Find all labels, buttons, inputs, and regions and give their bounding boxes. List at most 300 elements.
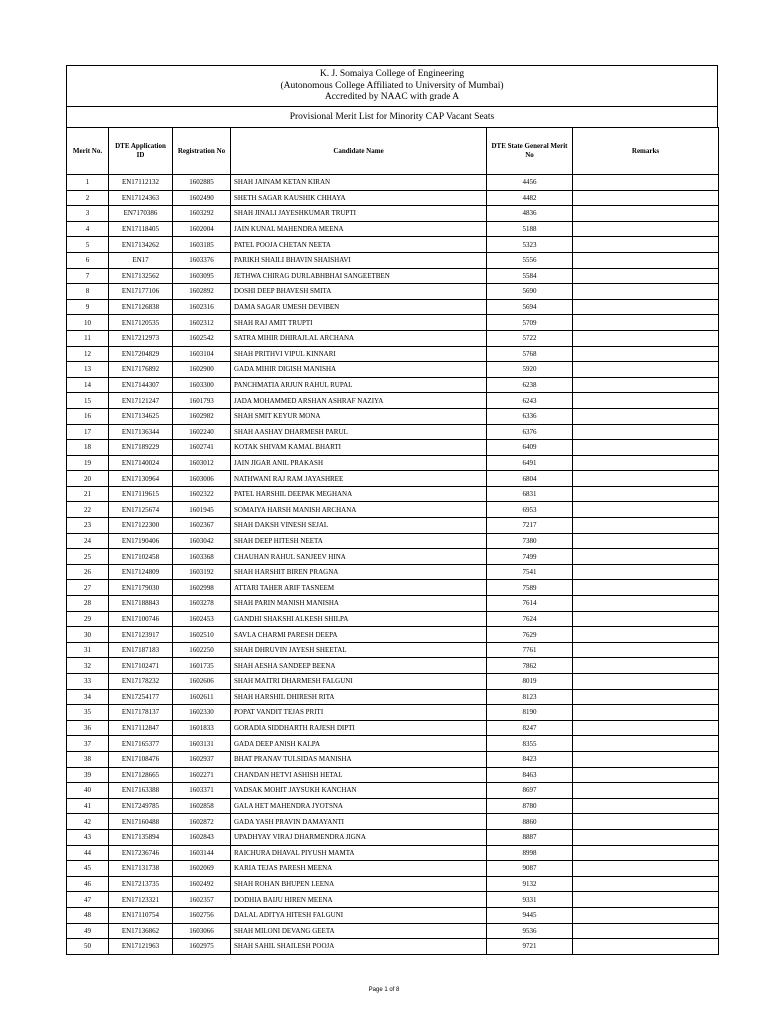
registration-no-cell: 1602250	[173, 642, 231, 658]
remarks-cell	[573, 892, 719, 908]
table-row	[67, 549, 719, 565]
registration-no-cell: 1602900	[173, 362, 231, 378]
candidate-name-cell: SHAH PARIN MANISH MANISHA	[231, 596, 487, 612]
application-id-cell: EN17123321	[109, 892, 173, 908]
remarks-cell	[573, 736, 719, 752]
state-merit-no-cell: 8355	[487, 736, 573, 752]
state-merit-no-cell: 7614	[487, 596, 573, 612]
merit-no-cell: 27	[67, 580, 109, 596]
column-header-registration-no: Registration No	[173, 128, 231, 175]
remarks-cell	[573, 346, 719, 362]
table-row	[67, 720, 719, 736]
merit-no-cell: 15	[67, 393, 109, 409]
application-id-cell: EN17188843	[109, 596, 173, 612]
state-merit-no-cell: 7541	[487, 564, 573, 580]
merit-no-cell: 38	[67, 751, 109, 767]
registration-no-cell: 1603371	[173, 783, 231, 799]
table-row	[67, 502, 719, 518]
table-row	[67, 190, 719, 206]
registration-no-cell: 1602885	[173, 175, 231, 191]
registration-no-cell: 1603192	[173, 564, 231, 580]
application-id-cell: EN17121963	[109, 939, 173, 955]
remarks-cell	[573, 268, 719, 284]
candidate-name-cell: SHAH SMIT KEYUR MONA	[231, 408, 487, 424]
merit-no-cell: 7	[67, 268, 109, 284]
state-merit-no-cell: 6953	[487, 502, 573, 518]
merit-no-cell: 13	[67, 362, 109, 378]
merit-no-cell: 12	[67, 346, 109, 362]
application-id-cell: EN7170386	[109, 206, 173, 222]
table-row	[67, 424, 719, 440]
merit-no-cell: 31	[67, 642, 109, 658]
registration-no-cell: 1602606	[173, 674, 231, 690]
application-id-cell: EN17213735	[109, 876, 173, 892]
application-id-cell: EN17136344	[109, 424, 173, 440]
merit-no-cell: 22	[67, 502, 109, 518]
candidate-name-cell: ATTARI TAHER ARIF TASNEEM	[231, 580, 487, 596]
remarks-cell	[573, 907, 719, 923]
state-merit-no-cell: 7380	[487, 533, 573, 549]
table-row	[67, 330, 719, 346]
state-merit-no-cell: 4482	[487, 190, 573, 206]
application-id-cell: EN17102458	[109, 549, 173, 565]
merit-no-cell: 20	[67, 471, 109, 487]
merit-no-cell: 3	[67, 206, 109, 222]
merit-no-cell: 48	[67, 907, 109, 923]
state-merit-no-cell: 6336	[487, 408, 573, 424]
registration-no-cell: 1602510	[173, 627, 231, 643]
state-merit-no-cell: 5584	[487, 268, 573, 284]
state-merit-no-cell: 8887	[487, 829, 573, 845]
remarks-cell	[573, 455, 719, 471]
remarks-cell	[573, 486, 719, 502]
candidate-name-cell: CHANDAN HETVI ASHISH HETAL	[231, 767, 487, 783]
registration-no-cell: 1602357	[173, 892, 231, 908]
state-merit-no-cell: 6238	[487, 377, 573, 393]
candidate-name-cell: JADA MOHAMMED ARSHAN ASHRAF NAZIYA	[231, 393, 487, 409]
registration-no-cell: 1602756	[173, 907, 231, 923]
candidate-name-cell: KOTAK SHIVAM KAMAL BHARTI	[231, 440, 487, 456]
remarks-cell	[573, 564, 719, 580]
application-id-cell: EN17120535	[109, 315, 173, 331]
application-id-cell: EN17212973	[109, 330, 173, 346]
application-id-cell: EN17128665	[109, 767, 173, 783]
application-id-cell: EN17236746	[109, 845, 173, 861]
state-merit-no-cell: 7589	[487, 580, 573, 596]
table-row	[67, 829, 719, 845]
application-id-cell: EN17121247	[109, 393, 173, 409]
remarks-cell	[573, 611, 719, 627]
candidate-name-cell: SHAH DEEP HITESH NEETA	[231, 533, 487, 549]
remarks-cell	[573, 175, 719, 191]
table-row	[67, 299, 719, 315]
remarks-cell	[573, 705, 719, 721]
state-merit-no-cell: 8860	[487, 814, 573, 830]
table-row	[67, 814, 719, 830]
remarks-cell	[573, 518, 719, 534]
registration-no-cell: 1603012	[173, 455, 231, 471]
state-merit-no-cell: 9132	[487, 876, 573, 892]
state-merit-no-cell: 7761	[487, 642, 573, 658]
state-merit-no-cell: 7629	[487, 627, 573, 643]
state-merit-no-cell: 9445	[487, 907, 573, 923]
table-row	[67, 861, 719, 877]
candidate-name-cell: SHAH JINALI JAYESHKUMAR TRUPTI	[231, 206, 487, 222]
state-merit-no-cell: 7862	[487, 658, 573, 674]
table-body	[67, 175, 719, 955]
column-header-remarks: Remarks	[573, 128, 719, 175]
candidate-name-cell: SHAH AASHAY DHARMESH PARUL	[231, 424, 487, 440]
application-id-cell: EN17112847	[109, 720, 173, 736]
registration-no-cell: 1603185	[173, 237, 231, 253]
candidate-name-cell: JAIN KUNAL MAHENDRA MEENA	[231, 221, 487, 237]
application-id-cell: EN17179030	[109, 580, 173, 596]
registration-no-cell: 1602611	[173, 689, 231, 705]
merit-table	[66, 127, 719, 955]
table-row	[67, 393, 719, 409]
candidate-name-cell: SHAH AESHA SANDEEP BEENA	[231, 658, 487, 674]
registration-no-cell: 1602975	[173, 939, 231, 955]
remarks-cell	[573, 580, 719, 596]
registration-no-cell: 1603376	[173, 252, 231, 268]
state-merit-no-cell: 7624	[487, 611, 573, 627]
merit-no-cell: 17	[67, 424, 109, 440]
application-id-cell: EN17124363	[109, 190, 173, 206]
table-row	[67, 642, 719, 658]
candidate-name-cell: SHAH HARSHIL DHIRESH RITA	[231, 689, 487, 705]
candidate-name-cell: BHAT PRANAV TULSIDAS MANISHA	[231, 751, 487, 767]
table-row	[67, 845, 719, 861]
state-merit-no-cell: 9087	[487, 861, 573, 877]
merit-no-cell: 25	[67, 549, 109, 565]
state-merit-no-cell: 5722	[487, 330, 573, 346]
merit-no-cell: 19	[67, 455, 109, 471]
state-merit-no-cell: 8998	[487, 845, 573, 861]
registration-no-cell: 1602322	[173, 486, 231, 502]
state-merit-no-cell: 4836	[487, 206, 573, 222]
remarks-cell	[573, 440, 719, 456]
merit-no-cell: 45	[67, 861, 109, 877]
table-row	[67, 237, 719, 253]
merit-no-cell: 9	[67, 299, 109, 315]
application-id-cell: EN17177106	[109, 284, 173, 300]
application-id-cell: EN17119615	[109, 486, 173, 502]
table-row	[67, 518, 719, 534]
registration-no-cell: 1602316	[173, 299, 231, 315]
registration-no-cell: 1602542	[173, 330, 231, 346]
merit-no-cell: 44	[67, 845, 109, 861]
merit-no-cell: 29	[67, 611, 109, 627]
registration-no-cell: 1602367	[173, 518, 231, 534]
application-id-cell: EN17134262	[109, 237, 173, 253]
remarks-cell	[573, 689, 719, 705]
merit-no-cell: 40	[67, 783, 109, 799]
table-row	[67, 533, 719, 549]
registration-no-cell: 1603104	[173, 346, 231, 362]
registration-no-cell: 1602330	[173, 705, 231, 721]
state-merit-no-cell: 6491	[487, 455, 573, 471]
registration-no-cell: 1603144	[173, 845, 231, 861]
remarks-cell	[573, 674, 719, 690]
remarks-cell	[573, 627, 719, 643]
registration-no-cell: 1603042	[173, 533, 231, 549]
merit-no-cell: 21	[67, 486, 109, 502]
merit-no-cell: 14	[67, 377, 109, 393]
table-row	[67, 471, 719, 487]
remarks-cell	[573, 767, 719, 783]
table-row	[67, 939, 719, 955]
registration-no-cell: 1602741	[173, 440, 231, 456]
table-row	[67, 252, 719, 268]
application-id-cell: EN17	[109, 252, 173, 268]
merit-no-cell: 23	[67, 518, 109, 534]
candidate-name-cell: POPAT VANDIT TEJAS PRITI	[231, 705, 487, 721]
application-id-cell: EN17254177	[109, 689, 173, 705]
remarks-cell	[573, 237, 719, 253]
merit-no-cell: 47	[67, 892, 109, 908]
table-row	[67, 892, 719, 908]
candidate-name-cell: NATHWANI RAJ RAM JAYASHREE	[231, 471, 487, 487]
application-id-cell: EN17125674	[109, 502, 173, 518]
candidate-name-cell: PARIKH SHAILI BHAVIN SHAISHAVI	[231, 252, 487, 268]
table-row	[67, 876, 719, 892]
candidate-name-cell: SOMAIYA HARSH MANISH ARCHANA	[231, 502, 487, 518]
registration-no-cell: 1602892	[173, 284, 231, 300]
candidate-name-cell: SHAH MAITRI DHARMESH FALGUNI	[231, 674, 487, 690]
state-merit-no-cell: 8780	[487, 798, 573, 814]
candidate-name-cell: SAVLA CHARMI PARESH DEEPA	[231, 627, 487, 643]
table-row	[67, 627, 719, 643]
page-number: Page 1 of 8	[368, 987, 400, 993]
application-id-cell: EN17176892	[109, 362, 173, 378]
candidate-name-cell: RAICHURA DHAVAL PIYUSH MAMTA	[231, 845, 487, 861]
remarks-cell	[573, 315, 719, 331]
merit-no-cell: 6	[67, 252, 109, 268]
application-id-cell: EN17187183	[109, 642, 173, 658]
application-id-cell: EN17190406	[109, 533, 173, 549]
application-id-cell: EN17124809	[109, 564, 173, 580]
merit-no-cell: 4	[67, 221, 109, 237]
candidate-name-cell: UPADHYAY VIRAJ DHARMENDRA JIGNA	[231, 829, 487, 845]
registration-no-cell: 1602872	[173, 814, 231, 830]
remarks-cell	[573, 190, 719, 206]
table-row	[67, 689, 719, 705]
candidate-name-cell: SHETH SAGAR KAUSHIK CHHAYA	[231, 190, 487, 206]
candidate-name-cell: SHAH DAKSH VINESH SEJAL	[231, 518, 487, 534]
application-id-cell: EN17108476	[109, 751, 173, 767]
state-merit-no-cell: 8247	[487, 720, 573, 736]
college-accreditation: Accredited by NAAC with grade A	[324, 92, 460, 102]
application-id-cell: EN17144307	[109, 377, 173, 393]
application-id-cell: EN17140024	[109, 455, 173, 471]
column-header-dte-merit-no: DTE State General Merit No	[487, 128, 573, 175]
table-row	[67, 175, 719, 191]
candidate-name-cell: PATEL HARSHIL DEEPAK MEGHANA	[231, 486, 487, 502]
remarks-cell	[573, 502, 719, 518]
registration-no-cell: 1603095	[173, 268, 231, 284]
remarks-cell	[573, 284, 719, 300]
candidate-name-cell: SHAH PRITHVI VIPUL KINNARI	[231, 346, 487, 362]
remarks-cell	[573, 658, 719, 674]
registration-no-cell: 1603066	[173, 923, 231, 939]
table-row	[67, 486, 719, 502]
application-id-cell: EN17165377	[109, 736, 173, 752]
application-id-cell: EN17178232	[109, 674, 173, 690]
remarks-cell	[573, 549, 719, 565]
merit-no-cell: 1	[67, 175, 109, 191]
state-merit-no-cell: 5556	[487, 252, 573, 268]
registration-no-cell: 1602490	[173, 190, 231, 206]
remarks-cell	[573, 939, 719, 955]
registration-no-cell: 1602312	[173, 315, 231, 331]
state-merit-no-cell: 9721	[487, 939, 573, 955]
merit-no-cell: 18	[67, 440, 109, 456]
state-merit-no-cell: 5690	[487, 284, 573, 300]
candidate-name-cell: DODHIA BAIJU HIREN MEENA	[231, 892, 487, 908]
candidate-name-cell: DAMA SAGAR UMESH DEVIBEN	[231, 299, 487, 315]
registration-no-cell: 1602271	[173, 767, 231, 783]
application-id-cell: EN17131738	[109, 861, 173, 877]
remarks-cell	[573, 533, 719, 549]
remarks-cell	[573, 221, 719, 237]
application-id-cell: EN17112132	[109, 175, 173, 191]
column-header-dte-application-id: DTE Application ID	[109, 128, 173, 175]
remarks-cell	[573, 596, 719, 612]
application-id-cell: EN17123917	[109, 627, 173, 643]
state-merit-no-cell: 8463	[487, 767, 573, 783]
application-id-cell: EN17102471	[109, 658, 173, 674]
registration-no-cell: 1602937	[173, 751, 231, 767]
document-header	[66, 65, 718, 128]
application-id-cell: EN17135894	[109, 829, 173, 845]
state-merit-no-cell: 6831	[487, 486, 573, 502]
remarks-cell	[573, 206, 719, 222]
registration-no-cell: 1603300	[173, 377, 231, 393]
table-row	[67, 377, 719, 393]
remarks-cell	[573, 424, 719, 440]
remarks-cell	[573, 783, 719, 799]
table-row	[67, 268, 719, 284]
application-id-cell: EN17249785	[109, 798, 173, 814]
merit-no-cell: 2	[67, 190, 109, 206]
state-merit-no-cell: 9331	[487, 892, 573, 908]
candidate-name-cell: GADA DEEP ANISH KALPA	[231, 736, 487, 752]
table-row	[67, 923, 719, 939]
registration-no-cell: 1602069	[173, 861, 231, 877]
remarks-cell	[573, 845, 719, 861]
candidate-name-cell: DALAL ADITYA HITESH FALGUNI	[231, 907, 487, 923]
merit-no-cell: 41	[67, 798, 109, 814]
registration-no-cell: 1601833	[173, 720, 231, 736]
candidate-name-cell: GADA MIHIR DIGISH MANISHA	[231, 362, 487, 378]
table-row	[67, 705, 719, 721]
state-merit-no-cell: 7217	[487, 518, 573, 534]
merit-no-cell: 43	[67, 829, 109, 845]
remarks-cell	[573, 471, 719, 487]
state-merit-no-cell: 8190	[487, 705, 573, 721]
table-row	[67, 580, 719, 596]
table-row	[67, 455, 719, 471]
merit-no-cell: 49	[67, 923, 109, 939]
candidate-name-cell: SHAH HARSHIT BIREN PRAGNA	[231, 564, 487, 580]
column-header-merit-no: Merit No.	[67, 128, 109, 175]
registration-no-cell: 1603278	[173, 596, 231, 612]
application-id-cell: EN17130964	[109, 471, 173, 487]
table-row	[67, 221, 719, 237]
remarks-cell	[573, 377, 719, 393]
application-id-cell: EN17122300	[109, 518, 173, 534]
table-row	[67, 674, 719, 690]
registration-no-cell: 1601793	[173, 393, 231, 409]
remarks-cell	[573, 751, 719, 767]
candidate-name-cell: GANDHI SHAKSHI ALKESH SHILPA	[231, 611, 487, 627]
merit-no-cell: 5	[67, 237, 109, 253]
table-row	[67, 611, 719, 627]
candidate-name-cell: KARIA TEJAS PARESH MEENA	[231, 861, 487, 877]
table-row	[67, 907, 719, 923]
college-affiliation: (Autonomous College Affiliated to University of Mumbai)	[280, 80, 504, 91]
college-info	[67, 66, 717, 107]
table-row	[67, 783, 719, 799]
state-merit-no-cell: 7499	[487, 549, 573, 565]
merit-no-cell: 16	[67, 408, 109, 424]
table-row	[67, 284, 719, 300]
state-merit-no-cell: 8423	[487, 751, 573, 767]
candidate-name-cell: GORADIA SIDDHARTH RAJESH DIPTI	[231, 720, 487, 736]
remarks-cell	[573, 829, 719, 845]
registration-no-cell: 1602858	[173, 798, 231, 814]
table-row	[67, 658, 719, 674]
merit-no-cell: 24	[67, 533, 109, 549]
registration-no-cell: 1602240	[173, 424, 231, 440]
application-id-cell: EN17118405	[109, 221, 173, 237]
merit-no-cell: 50	[67, 939, 109, 955]
registration-no-cell: 1603292	[173, 206, 231, 222]
remarks-cell	[573, 798, 719, 814]
column-header-candidate-name: Candidate Name	[231, 128, 487, 175]
candidate-name-cell: SHAH DHRUVIN JAYESH SHEETAL	[231, 642, 487, 658]
candidate-name-cell: SHAH ROHAN BHUPEN LEENA	[231, 876, 487, 892]
merit-no-cell: 10	[67, 315, 109, 331]
remarks-cell	[573, 642, 719, 658]
merit-no-cell: 8	[67, 284, 109, 300]
application-id-cell: EN17160488	[109, 814, 173, 830]
application-id-cell: EN17178137	[109, 705, 173, 721]
application-id-cell: EN17189229	[109, 440, 173, 456]
state-merit-no-cell: 5768	[487, 346, 573, 362]
state-merit-no-cell: 9536	[487, 923, 573, 939]
merit-no-cell: 37	[67, 736, 109, 752]
table-row	[67, 206, 719, 222]
application-id-cell: EN17132562	[109, 268, 173, 284]
state-merit-no-cell: 4456	[487, 175, 573, 191]
state-merit-no-cell: 6376	[487, 424, 573, 440]
candidate-name-cell: SATRA MIHIR DHIRAJLAL ARCHANA	[231, 330, 487, 346]
candidate-name-cell: VADSAK MOHIT JAYSUKH KANCHAN	[231, 783, 487, 799]
merit-no-cell: 39	[67, 767, 109, 783]
state-merit-no-cell: 5188	[487, 221, 573, 237]
merit-no-cell: 42	[67, 814, 109, 830]
table-row	[67, 440, 719, 456]
application-id-cell: EN17163388	[109, 783, 173, 799]
registration-no-cell: 1602998	[173, 580, 231, 596]
table-row	[67, 596, 719, 612]
state-merit-no-cell: 5709	[487, 315, 573, 331]
merit-no-cell: 36	[67, 720, 109, 736]
remarks-cell	[573, 299, 719, 315]
state-merit-no-cell: 6409	[487, 440, 573, 456]
remarks-cell	[573, 362, 719, 378]
